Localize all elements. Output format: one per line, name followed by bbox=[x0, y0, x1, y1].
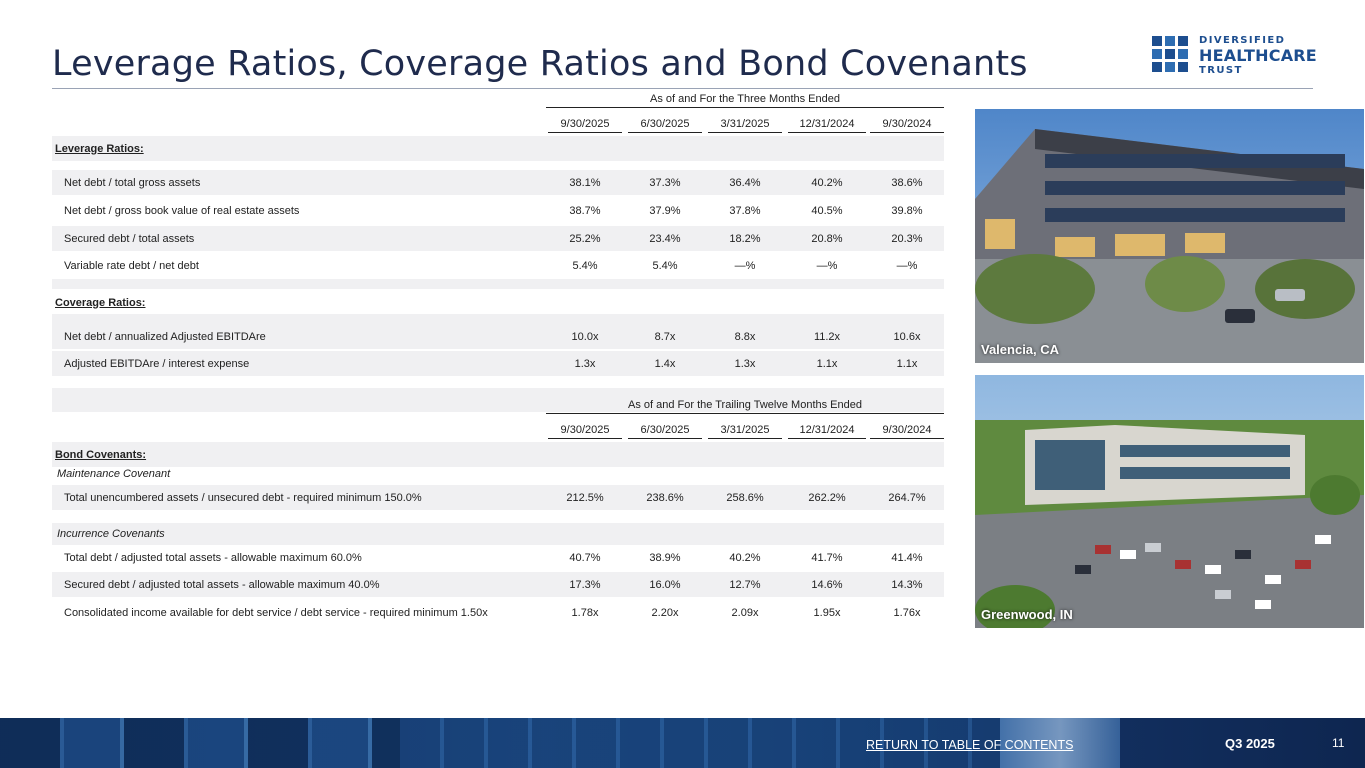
cell: 17.3% bbox=[569, 578, 601, 591]
cell: 18.2% bbox=[729, 232, 761, 245]
table-row bbox=[52, 198, 944, 223]
row-label: Adjusted EBITDAre / interest expense bbox=[64, 357, 250, 370]
table2-col-header: 9/30/2025 bbox=[560, 424, 610, 436]
cell: 39.8% bbox=[891, 204, 923, 217]
cell: 2.09x bbox=[731, 606, 759, 619]
return-to-toc-link[interactable]: RETURN TO TABLE OF CONTENTS bbox=[866, 738, 1074, 752]
company-logo bbox=[1152, 36, 1322, 76]
subsection-maintenance bbox=[52, 463, 944, 485]
photo-caption: Greenwood, IN bbox=[981, 607, 1073, 622]
cell: 1.3x bbox=[574, 357, 596, 370]
section-leverage-ratios bbox=[52, 136, 944, 161]
cell: 38.1% bbox=[569, 176, 601, 189]
cell: 14.3% bbox=[891, 578, 923, 591]
cell: 264.7% bbox=[888, 491, 926, 504]
logo-line-1: DIVERSIFIED bbox=[1199, 35, 1286, 46]
building-photo-illustration bbox=[975, 375, 1364, 628]
cell: 20.8% bbox=[811, 232, 843, 245]
table-row bbox=[52, 170, 944, 195]
cell: —% bbox=[816, 259, 838, 272]
table-row bbox=[52, 572, 944, 597]
row-label: Net debt / gross book value of real estate assets bbox=[64, 204, 300, 217]
cell: 23.4% bbox=[649, 232, 681, 245]
cell: 1.76x bbox=[893, 606, 921, 619]
building-photo-illustration bbox=[975, 109, 1364, 363]
row-label: Net debt / annualized Adjusted EBITDAre bbox=[64, 330, 266, 343]
subsection-title: Incurrence Covenants bbox=[57, 528, 165, 540]
cell: 38.7% bbox=[569, 204, 601, 217]
table-row bbox=[52, 324, 944, 349]
cell: 212.5% bbox=[566, 491, 604, 504]
logo-grid-icon bbox=[1152, 36, 1188, 72]
table2-col-header: 3/31/2025 bbox=[720, 424, 770, 436]
cell: —% bbox=[734, 259, 756, 272]
subsection-incurrence bbox=[52, 523, 944, 545]
cell: 41.4% bbox=[891, 551, 923, 564]
cell: 2.20x bbox=[651, 606, 679, 619]
table2-group-header: As of and For the Trailing Twelve Months Ended bbox=[628, 399, 862, 411]
row-label: Secured debt / adjusted total assets - allowable maximum 40.0% bbox=[64, 578, 380, 591]
cell: 20.3% bbox=[891, 232, 923, 245]
subsection-title: Maintenance Covenant bbox=[57, 468, 171, 480]
cell: 5.4% bbox=[652, 259, 678, 272]
table1-col-header: 12/31/2024 bbox=[799, 118, 855, 130]
cell: 41.7% bbox=[811, 551, 843, 564]
row-label: Net debt / total gross assets bbox=[64, 176, 201, 189]
cell: —% bbox=[896, 259, 918, 272]
cell: 37.3% bbox=[649, 176, 681, 189]
cell: 38.6% bbox=[891, 176, 923, 189]
photo-greenwood bbox=[975, 375, 1364, 628]
table1-group-header: As of and For the Three Months Ended bbox=[650, 93, 840, 105]
cell: 238.6% bbox=[646, 491, 684, 504]
footer-bar bbox=[0, 718, 1365, 768]
section-coverage-ratios bbox=[52, 290, 944, 315]
section-title: Bond Covenants: bbox=[55, 448, 147, 461]
table-row bbox=[52, 545, 944, 570]
cell: 1.1x bbox=[816, 357, 838, 370]
table-row bbox=[52, 485, 944, 510]
row-label: Variable rate debt / net debt bbox=[64, 259, 199, 272]
table2-group-rule bbox=[546, 413, 944, 414]
row-label: Total debt / adjusted total assets - allowable maximum 60.0% bbox=[64, 551, 362, 564]
table1-col-header: 3/31/2025 bbox=[720, 118, 770, 130]
page-number: 11 bbox=[1332, 736, 1345, 750]
logo-line-3: TRUST bbox=[1199, 65, 1243, 76]
cell: 1.1x bbox=[896, 357, 918, 370]
table1-group-rule bbox=[546, 107, 944, 108]
cell: 8.7x bbox=[654, 330, 676, 343]
cell: 37.8% bbox=[729, 204, 761, 217]
cell: 36.4% bbox=[729, 176, 761, 189]
row-label: Total unencumbered assets / unsecured debt - required minimum 150.0% bbox=[64, 491, 422, 504]
table-row bbox=[52, 253, 944, 278]
table1-col-header: 6/30/2025 bbox=[640, 118, 690, 130]
row-label: Secured debt / total assets bbox=[64, 232, 195, 245]
page-title: Leverage Ratios, Coverage Ratios and Bond Covenants bbox=[52, 44, 1028, 84]
photo-caption: Valencia, CA bbox=[981, 342, 1060, 357]
cell: 1.78x bbox=[571, 606, 599, 619]
cell: 262.2% bbox=[808, 491, 846, 504]
cell: 11.2x bbox=[813, 330, 841, 343]
cell: 258.6% bbox=[726, 491, 764, 504]
table-row bbox=[52, 600, 944, 625]
table1-col-header: 9/30/2025 bbox=[560, 118, 610, 130]
cell: 40.7% bbox=[569, 551, 601, 564]
table2-col-header: 9/30/2024 bbox=[882, 424, 932, 436]
logo-line-2: HEALTHCARE bbox=[1199, 46, 1317, 65]
cell: 40.2% bbox=[729, 551, 761, 564]
section-title: Coverage Ratios: bbox=[55, 296, 146, 309]
cell: 37.9% bbox=[649, 204, 681, 217]
cell: 40.2% bbox=[811, 176, 843, 189]
table-row bbox=[52, 226, 944, 251]
cell: 16.0% bbox=[649, 578, 681, 591]
cell: 5.4% bbox=[572, 259, 598, 272]
table-row bbox=[52, 351, 944, 376]
table1-col-header: 9/30/2024 bbox=[882, 118, 932, 130]
cell: 12.7% bbox=[729, 578, 761, 591]
quarter-label: Q3 2025 bbox=[1225, 736, 1275, 751]
cell: 25.2% bbox=[569, 232, 601, 245]
cell: 1.95x bbox=[813, 606, 841, 619]
cell: 10.6x bbox=[893, 330, 921, 343]
section-title: Leverage Ratios: bbox=[55, 142, 144, 155]
cell: 1.3x bbox=[734, 357, 756, 370]
table2-col-header: 12/31/2024 bbox=[799, 424, 855, 436]
cell: 10.0x bbox=[571, 330, 599, 343]
cell: 8.8x bbox=[734, 330, 756, 343]
table2-col-header: 6/30/2025 bbox=[640, 424, 690, 436]
cell: 40.5% bbox=[811, 204, 843, 217]
cell: 14.6% bbox=[811, 578, 843, 591]
row-label: Consolidated income available for debt service / debt service - required minimum 1.50x bbox=[64, 606, 488, 619]
cell: 38.9% bbox=[649, 551, 681, 564]
title-divider bbox=[52, 88, 1313, 89]
photo-valencia bbox=[975, 109, 1364, 363]
cell: 1.4x bbox=[654, 357, 676, 370]
